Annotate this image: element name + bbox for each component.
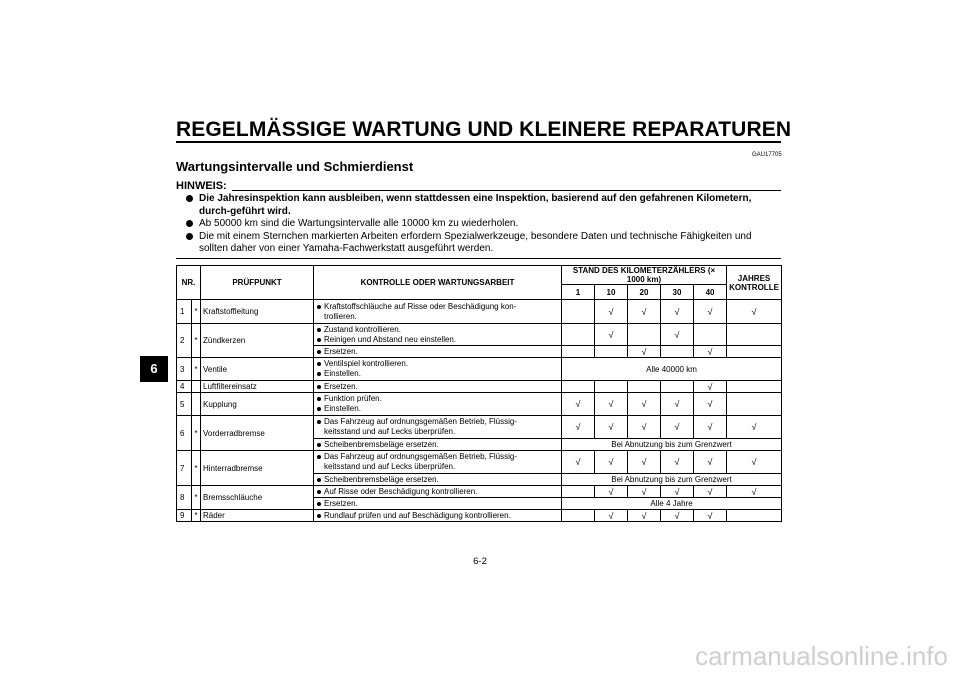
work-text: Das Fahrzeug auf ordnungsgemäßen Betrieb, Flüssig- [324, 452, 517, 461]
bullet-icon [317, 385, 321, 389]
asterisk: * [192, 451, 201, 486]
check-mark: √ [694, 486, 727, 498]
check-mark: √ [628, 300, 661, 324]
check-mark: √ [661, 451, 694, 474]
bullet-icon [186, 220, 193, 227]
check-mark: √ [727, 300, 782, 324]
row-number: 2 [177, 324, 192, 358]
table-row [177, 510, 782, 522]
row-number: 9 [177, 510, 192, 522]
check-cell [727, 346, 782, 358]
check-cell [727, 381, 782, 393]
note-item [186, 193, 782, 218]
work-text: Scheibenbremsbeläge ersetzen. [324, 474, 439, 484]
bullet-icon [186, 233, 193, 240]
check-item: Zündkerzen [201, 324, 314, 358]
check-mark: √ [562, 393, 595, 416]
check-mark: √ [694, 381, 727, 393]
check-mark: √ [694, 346, 727, 358]
check-mark: √ [628, 416, 661, 439]
work-cell [314, 324, 562, 346]
work-cell [314, 381, 562, 393]
asterisk: * [192, 486, 201, 510]
table-row [177, 358, 782, 381]
work-text: Scheibenbremsbeläge ersetzen. [324, 439, 439, 449]
page-number: 6-2 [473, 556, 487, 567]
note-label: HINWEIS: [176, 180, 227, 192]
work-text: Das Fahrzeug auf ordnungsgemäßen Betrieb, Flüssig- [324, 417, 517, 426]
check-mark: √ [727, 451, 782, 474]
bullet-icon [317, 372, 321, 376]
header-odometer: STAND DES KILOMETERZÄHLERS (× 1000 km) [562, 266, 727, 285]
check-mark: √ [661, 510, 694, 522]
work-text: trollieren. [324, 311, 357, 321]
check-mark: √ [727, 416, 782, 439]
work-cell [314, 510, 562, 522]
check-mark: √ [628, 393, 661, 416]
check-cell [562, 381, 595, 393]
work-text: keitsstand und auf Lecks überprüfen. [324, 462, 456, 471]
row-number: 6 [177, 416, 192, 451]
note-text: Die Jahresinspektion kann ausbleiben, wenn stattdessen eine Inspektion, basierend auf den gefahrenen Kilometern, durch-geführt wird. [199, 193, 752, 217]
bullet-icon [317, 350, 321, 354]
work-cell [314, 300, 562, 324]
row-number: 5 [177, 393, 192, 416]
check-cell [562, 486, 595, 498]
work-text: Einstellen. [324, 369, 361, 378]
check-mark: √ [595, 324, 628, 346]
work-cell [314, 474, 562, 486]
work-cell [314, 416, 562, 439]
page-title: REGELMÄSSIGE WARTUNG UND KLEINERE REPARATUREN [176, 118, 792, 141]
bullet-icon [317, 338, 321, 342]
check-item: Ventile [201, 358, 314, 381]
table-row [177, 324, 782, 346]
check-mark: √ [595, 416, 628, 439]
asterisk: * [192, 324, 201, 358]
check-mark: √ [595, 510, 628, 522]
check-mark: √ [694, 510, 727, 522]
row-number: 4 [177, 381, 192, 393]
work-cell [314, 451, 562, 474]
chapter-tab: 6 [140, 356, 168, 382]
work-text: Einstellen. [324, 404, 361, 413]
bullet-icon [317, 455, 321, 459]
document-code: GAU17705 [752, 152, 782, 158]
check-cell [661, 381, 694, 393]
bullet-icon [317, 490, 321, 494]
bullet-icon [317, 502, 321, 506]
work-text: Kraftstoffschläuche auf Risse oder Beschädigung kon- [324, 301, 517, 311]
check-item: Luftfiltereinsatz [201, 381, 314, 393]
check-mark: √ [628, 486, 661, 498]
check-cell [628, 381, 661, 393]
check-mark: √ [694, 451, 727, 474]
check-cell [562, 346, 595, 358]
check-mark: √ [562, 416, 595, 439]
check-mark: √ [628, 346, 661, 358]
asterisk: * [192, 358, 201, 381]
check-cell [694, 324, 727, 346]
check-item: Kupplung [201, 393, 314, 416]
row-number: 3 [177, 358, 192, 381]
check-item: Hinterradbremse [201, 451, 314, 486]
work-text: Ersetzen. [324, 381, 358, 391]
bullet-icon [317, 397, 321, 401]
header-work: KONTROLLE ODER WARTUNGSARBEIT [314, 266, 562, 300]
check-cell [628, 324, 661, 346]
work-text: Zustand kontrollieren. [324, 324, 401, 334]
check-cell [727, 324, 782, 346]
check-item: Vorderradbremse [201, 416, 314, 451]
check-item: Bremsschläuche [201, 486, 314, 510]
interval-text: Bei Abnutzung bis zum Grenzwert [562, 474, 782, 486]
note-item [186, 218, 782, 231]
table-row [177, 393, 782, 416]
bullet-icon [317, 362, 321, 366]
work-text: Auf Risse oder Beschädigung kontrollieren. [324, 486, 478, 496]
note-text: Die mit einem Sternchen markierten Arbeiten erfordern Spezialwerkzeuge, besondere Daten und technische Fähigkeiten und sollten daher von einer Yamaha-Fachwerkstatt ausgeführt werden. [199, 230, 752, 254]
bullet-icon [317, 305, 321, 309]
header-km-1: 1 [562, 285, 595, 300]
work-text: Ersetzen. [324, 346, 358, 356]
asterisk: * [192, 510, 201, 522]
check-mark: √ [562, 451, 595, 474]
work-cell [314, 393, 562, 416]
maintenance-table [176, 265, 782, 522]
check-mark: √ [727, 486, 782, 498]
bullet-icon [317, 478, 321, 482]
check-item: Räder [201, 510, 314, 522]
header-km-30: 30 [661, 285, 694, 300]
check-cell [595, 381, 628, 393]
check-cell [562, 324, 595, 346]
note-list [186, 193, 782, 256]
check-mark: √ [694, 300, 727, 324]
row-number: 8 [177, 486, 192, 510]
header-item: PRÜFPUNKT [201, 266, 314, 300]
check-mark: √ [661, 300, 694, 324]
interval-text: Alle 40000 km [562, 358, 782, 381]
interval-text: Bei Abnutzung bis zum Grenzwert [562, 439, 782, 451]
bullet-icon [317, 420, 321, 424]
work-cell [314, 486, 562, 498]
check-mark: √ [595, 393, 628, 416]
table-row [177, 451, 782, 474]
bullet-icon [317, 328, 321, 332]
work-cell [314, 358, 562, 381]
check-mark: √ [595, 300, 628, 324]
note-item [186, 231, 782, 256]
row-number: 7 [177, 451, 192, 486]
check-mark: √ [595, 451, 628, 474]
asterisk [192, 381, 201, 393]
asterisk [192, 393, 201, 416]
work-text: Funktion prüfen. [324, 394, 382, 403]
work-text: Ventilspiel kontrollieren. [324, 359, 409, 368]
check-mark: √ [661, 416, 694, 439]
check-cell [727, 510, 782, 522]
note-text: Ab 50000 km sind die Wartungsintervalle alle 10000 km zu wiederholen. [199, 218, 519, 229]
header-km-40: 40 [694, 285, 727, 300]
bullet-icon [186, 195, 193, 202]
watermark: carmanualsonline.info [695, 641, 948, 671]
bullet-icon [317, 514, 321, 518]
check-mark: √ [661, 324, 694, 346]
work-text: Ersetzen. [324, 498, 358, 508]
header-row [177, 266, 782, 285]
check-mark: √ [694, 416, 727, 439]
bullet-icon [317, 407, 321, 411]
header-nr: NR. [177, 266, 201, 300]
check-mark: √ [628, 451, 661, 474]
asterisk: * [192, 416, 201, 451]
header-km-20: 20 [628, 285, 661, 300]
table-row [177, 300, 782, 324]
note-end-rule [176, 258, 781, 259]
check-cell [727, 393, 782, 416]
interval-text: Alle 4 Jahre [562, 498, 782, 510]
title-rule [176, 141, 781, 143]
check-mark: √ [694, 393, 727, 416]
check-mark: √ [628, 510, 661, 522]
table-row [177, 416, 782, 439]
check-item: Kraftstoffleitung [201, 300, 314, 324]
table-row [177, 381, 782, 393]
check-mark: √ [661, 393, 694, 416]
check-cell [661, 346, 694, 358]
work-cell [314, 439, 562, 451]
note-rule [232, 190, 781, 191]
check-cell [562, 510, 595, 522]
work-cell [314, 498, 562, 510]
work-text: Rundlauf prüfen und auf Beschädigung kontrollieren. [324, 510, 511, 520]
work-text: Reinigen und Abstand neu einstellen. [324, 334, 457, 344]
row-number: 1 [177, 300, 192, 324]
header-km-10: 10 [595, 285, 628, 300]
header-annual: JAHRES KONTROLLE [727, 266, 782, 300]
work-text: keitsstand und auf Lecks überprüfen. [324, 427, 456, 436]
check-mark: √ [595, 486, 628, 498]
table-row [177, 486, 782, 498]
work-cell [314, 346, 562, 358]
asterisk: * [192, 300, 201, 324]
bullet-icon [317, 443, 321, 447]
section-subtitle: Wartungsintervalle und Schmierdienst [176, 159, 414, 174]
check-cell [595, 346, 628, 358]
check-cell [562, 300, 595, 324]
check-mark: √ [661, 486, 694, 498]
